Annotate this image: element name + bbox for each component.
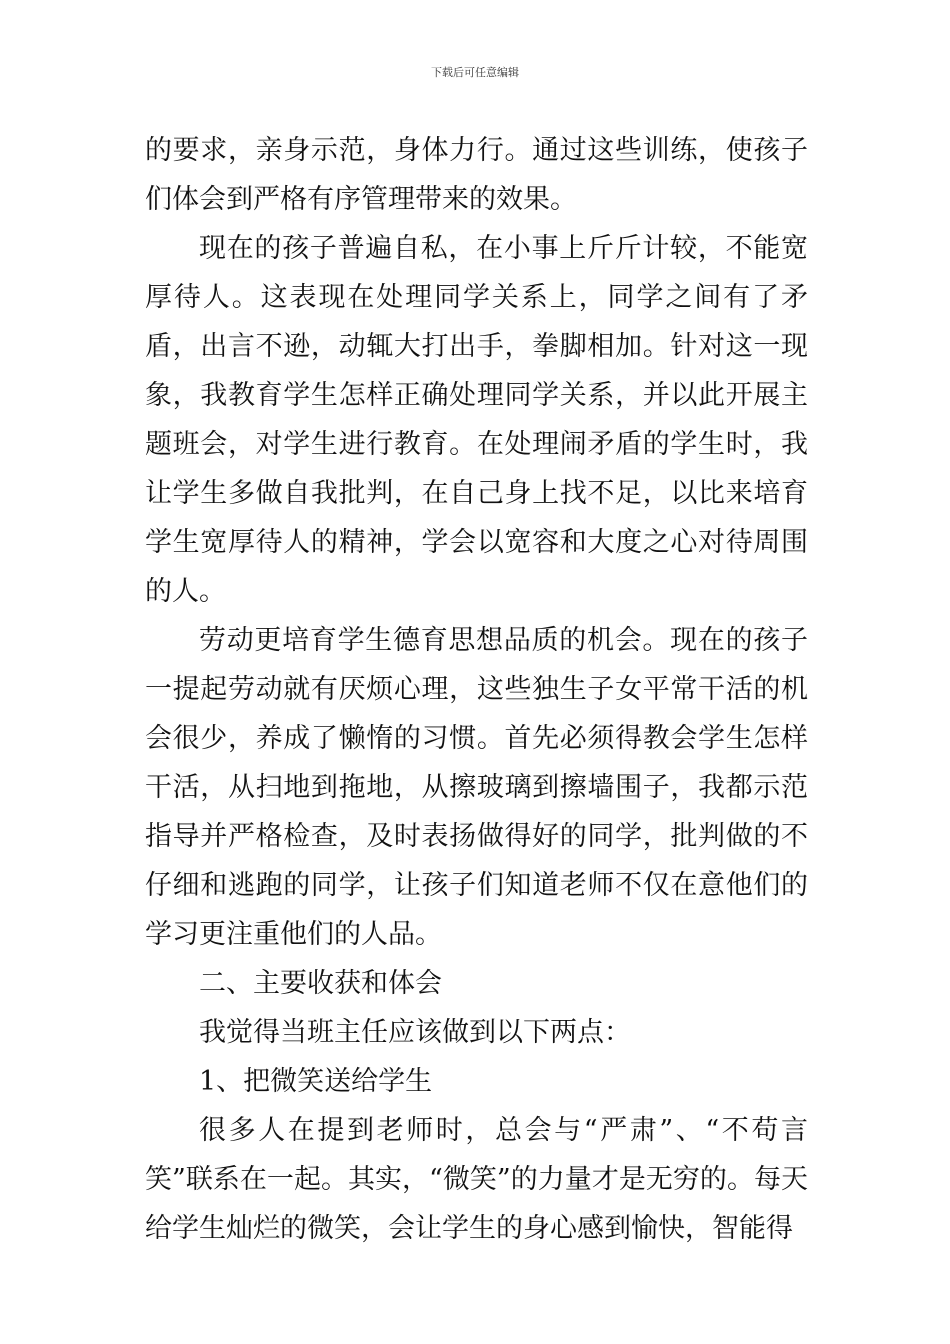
body-text xyxy=(145,126,808,1253)
section-heading-gains: 二、主要收获和体会 xyxy=(199,968,442,999)
paragraph-continuation: 的要求，亲身示范，身体力行。通过这些训练，使孩子们体会到严格有序管理带来的效果。 xyxy=(145,135,808,215)
header-note: 下载后可任意编辑 xyxy=(431,66,519,79)
paragraph-smile: 很多人在提到老师时，总会与“严肃”、“不苟言笑”联系在一起。其实，“微笑”的力量才是无穷的。每天给学生灿烂的微笑，会让学生的身心感到愉快，智能得 xyxy=(145,1115,808,1244)
subheading-smile: 1、把微笑送给学生 xyxy=(199,1066,433,1097)
paragraph-labor: 劳动更培育学生德育思想品质的机会。现在的孩子一提起劳动就有厌烦心理，这些独生子女平常干活的机会很少，养成了懒惰的习惯。首先必须得教会学生怎样干活，从扫地到拖地，从擦玻璃到擦墙围子，我都示范指导并严格检查，及时表扬做得好的同学，批判做的不仔细和逃跑的同学，让孩子们知道老师不仅在意他们的学习更注重他们的人品。 xyxy=(145,625,808,950)
paragraph-two-points: 我觉得当班主任应该做到以下两点： xyxy=(199,1017,631,1048)
paragraph-selfishness: 现在的孩子普遍自私，在小事上斤斤计较，不能宽厚待人。这表现在处理同学关系上，同学之间有了矛盾，出言不逊，动辄大打出手，拳脚相加。针对这一现象，我教育学生怎样正确处理同学关系，并以此开展主题班会，对学生进行教育。在处理闹矛盾的学生时，我让学生多做自我批判，在自己身上找不足，以比来培育学生宽厚待人的精神，学会以宽容和大度之心对待周围的人。 xyxy=(145,233,808,607)
